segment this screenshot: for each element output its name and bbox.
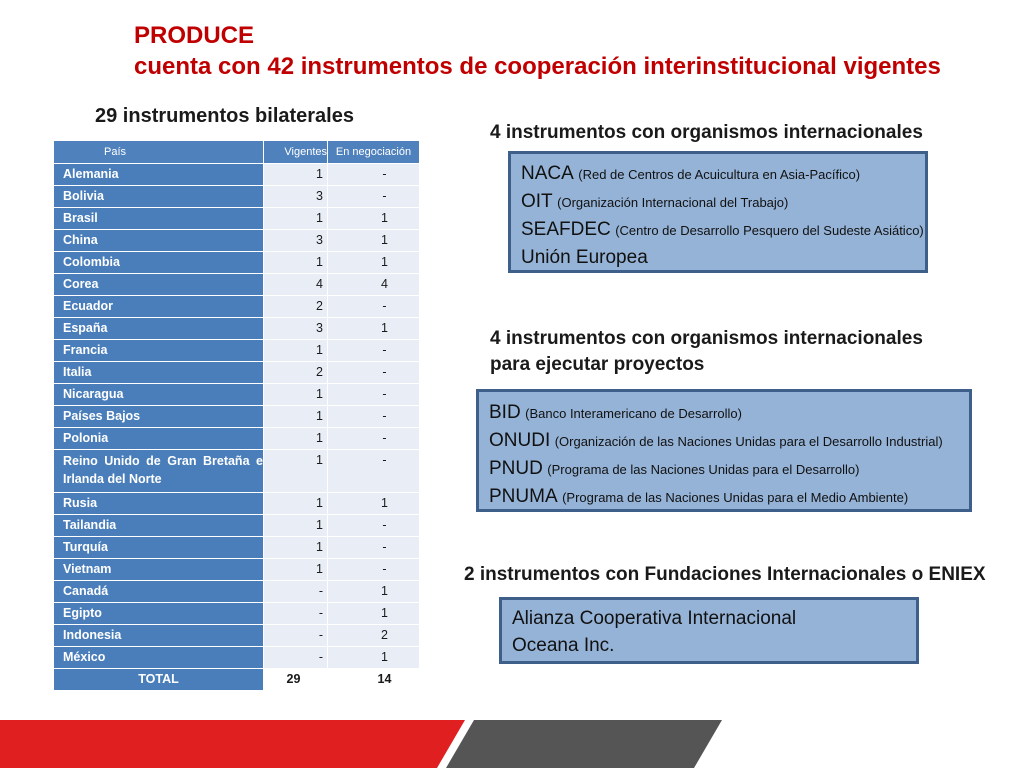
table-row	[54, 581, 420, 603]
country-cell: Indonesia	[54, 625, 264, 647]
country-cell: Ecuador	[54, 296, 264, 318]
international-box	[508, 151, 928, 273]
title-line-2: cuenta con 42 instrumentos de cooperación interinstitucional vigentes	[134, 53, 941, 80]
negociacion-cell: -	[328, 428, 420, 450]
country-cell: Turquía	[54, 537, 264, 559]
vigentes-cell: 1	[264, 252, 328, 274]
total-vigentes: 29	[264, 669, 328, 691]
vigentes-cell: 1	[264, 515, 328, 537]
projects-heading	[490, 326, 923, 378]
footer-band	[0, 720, 1024, 768]
negociacion-cell: -	[328, 515, 420, 537]
country-cell: Polonia	[54, 428, 264, 450]
international-heading: 4 instrumentos con organismos internacionales	[490, 122, 923, 143]
foundations-heading: 2 instrumentos con Fundaciones Internacionales o ENIEX	[464, 564, 986, 585]
projects-box	[476, 389, 972, 512]
table-row	[54, 625, 420, 647]
negociacion-cell: 2	[328, 625, 420, 647]
org-full-name: (Banco Interamericano de Desarrollo)	[525, 406, 742, 421]
negociacion-cell: -	[328, 537, 420, 559]
negociacion-cell: 1	[328, 252, 420, 274]
vigentes-cell: -	[264, 625, 328, 647]
total-label: TOTAL	[54, 669, 264, 691]
org-item	[489, 455, 959, 483]
negociacion-cell: -	[328, 296, 420, 318]
org-item	[489, 399, 959, 427]
table-row	[54, 362, 420, 384]
org-abbreviation: BID	[489, 402, 521, 423]
table-row	[54, 164, 420, 186]
vigentes-cell: 1	[264, 428, 328, 450]
negociacion-cell: 1	[328, 581, 420, 603]
slide-title	[134, 20, 941, 82]
vigentes-cell: 1	[264, 208, 328, 230]
country-cell: Vietnam	[54, 559, 264, 581]
country-cell: Rusia	[54, 493, 264, 515]
country-cell: Tailandia	[54, 515, 264, 537]
table-row	[54, 515, 420, 537]
table-row	[54, 450, 420, 493]
negociacion-cell: -	[328, 450, 420, 493]
org-item	[489, 483, 959, 511]
country-cell: Países Bajos	[54, 406, 264, 428]
vigentes-cell: 1	[264, 493, 328, 515]
org-full-name: (Programa de las Naciones Unidas para el Desarrollo)	[547, 462, 860, 477]
org-full-name: (Organización de las Naciones Unidas para el Desarrollo Industrial)	[554, 434, 943, 449]
country-cell: Alemania	[54, 164, 264, 186]
bilateral-heading: 29 instrumentos bilaterales	[95, 105, 354, 127]
table-row	[54, 559, 420, 581]
country-cell: Italia	[54, 362, 264, 384]
foundations-box	[499, 597, 919, 664]
negociacion-cell: -	[328, 340, 420, 362]
vigentes-cell: 2	[264, 362, 328, 384]
org-full-name: (Centro de Desarrollo Pesquero del Sudeste Asiático)	[615, 223, 924, 238]
vigentes-cell: 1	[264, 384, 328, 406]
org-item	[521, 160, 915, 188]
table-row	[54, 274, 420, 296]
column-header-vigentes: Vigentes	[264, 141, 328, 164]
vigentes-cell: 1	[264, 406, 328, 428]
vigentes-cell: 1	[264, 559, 328, 581]
country-cell: España	[54, 318, 264, 340]
projects-heading-line-2: para ejecutar proyectos	[490, 354, 705, 375]
org-abbreviation: SEAFDEC	[521, 219, 611, 240]
projects-heading-line-1: 4 instrumentos con organismos internacionales	[490, 328, 923, 349]
column-header-country: País	[54, 141, 264, 164]
org-full-name: (Red de Centros de Acuicultura en Asia-Pacífico)	[578, 167, 861, 182]
org-abbreviation: PNUMA	[489, 486, 558, 507]
negociacion-cell: -	[328, 164, 420, 186]
table-row	[54, 384, 420, 406]
footer-red-stripe	[0, 720, 465, 768]
vigentes-cell: -	[264, 603, 328, 625]
title-line-1: PRODUCE	[134, 22, 255, 49]
vigentes-cell: -	[264, 647, 328, 669]
negociacion-cell: 1	[328, 493, 420, 515]
org-full-name: (Organización Internacional del Trabajo)	[557, 195, 789, 210]
country-cell: Colombia	[54, 252, 264, 274]
org-abbreviation: Unión Europea	[521, 247, 648, 268]
table-row	[54, 537, 420, 559]
total-negociacion: 14	[328, 669, 420, 691]
org-item	[521, 244, 915, 272]
table-body	[54, 164, 420, 691]
negociacion-cell: 4	[328, 274, 420, 296]
org-abbreviation: ONUDI	[489, 430, 551, 451]
org-abbreviation: PNUD	[489, 458, 543, 479]
country-cell: Reino Unido de Gran Bretaña e Irlanda del Norte	[54, 450, 264, 493]
vigentes-cell: 1	[264, 537, 328, 559]
country-cell: México	[54, 647, 264, 669]
table-row	[54, 340, 420, 362]
org-full-name: (Programa de las Naciones Unidas para el Medio Ambiente)	[562, 490, 909, 505]
negociacion-cell: -	[328, 559, 420, 581]
country-cell: China	[54, 230, 264, 252]
country-cell: Brasil	[54, 208, 264, 230]
vigentes-cell: 4	[264, 274, 328, 296]
vigentes-cell: -	[264, 581, 328, 603]
org-item	[521, 188, 915, 216]
negociacion-cell: -	[328, 186, 420, 208]
table-row	[54, 493, 420, 515]
negociacion-cell: 1	[328, 208, 420, 230]
foundation-item: Oceana Inc.	[512, 635, 615, 656]
org-abbreviation: NACA	[521, 163, 574, 184]
negociacion-cell: -	[328, 384, 420, 406]
vigentes-cell: 3	[264, 186, 328, 208]
vigentes-cell: 2	[264, 296, 328, 318]
negociacion-cell: -	[328, 406, 420, 428]
country-cell: Nicaragua	[54, 384, 264, 406]
country-cell: Bolivia	[54, 186, 264, 208]
country-cell: Francia	[54, 340, 264, 362]
table-total-row	[54, 669, 420, 691]
country-cell: Corea	[54, 274, 264, 296]
country-cell: Egipto	[54, 603, 264, 625]
vigentes-cell: 1	[264, 450, 328, 493]
table-row	[54, 208, 420, 230]
org-abbreviation: OIT	[521, 191, 553, 212]
table-row	[54, 296, 420, 318]
negociacion-cell: 1	[328, 647, 420, 669]
table-row	[54, 428, 420, 450]
negociacion-cell: 1	[328, 318, 420, 340]
org-item	[521, 216, 924, 244]
negociacion-cell: -	[328, 362, 420, 384]
table-row	[54, 252, 420, 274]
org-item	[489, 427, 959, 455]
bilateral-table	[53, 140, 420, 691]
footer-gray-stripe	[446, 720, 722, 768]
vigentes-cell: 3	[264, 318, 328, 340]
table-row	[54, 318, 420, 340]
country-cell: Canadá	[54, 581, 264, 603]
negociacion-cell: 1	[328, 230, 420, 252]
table-row	[54, 647, 420, 669]
vigentes-cell: 1	[264, 164, 328, 186]
vigentes-cell: 1	[264, 340, 328, 362]
table-row	[54, 186, 420, 208]
foundation-item: Alianza Cooperativa Internacional	[512, 608, 797, 629]
negociacion-cell: 1	[328, 603, 420, 625]
table-row	[54, 603, 420, 625]
table-row	[54, 406, 420, 428]
vigentes-cell: 3	[264, 230, 328, 252]
table-header-row	[54, 141, 420, 164]
column-header-negociacion: En negociación	[328, 141, 420, 164]
table-row	[54, 230, 420, 252]
